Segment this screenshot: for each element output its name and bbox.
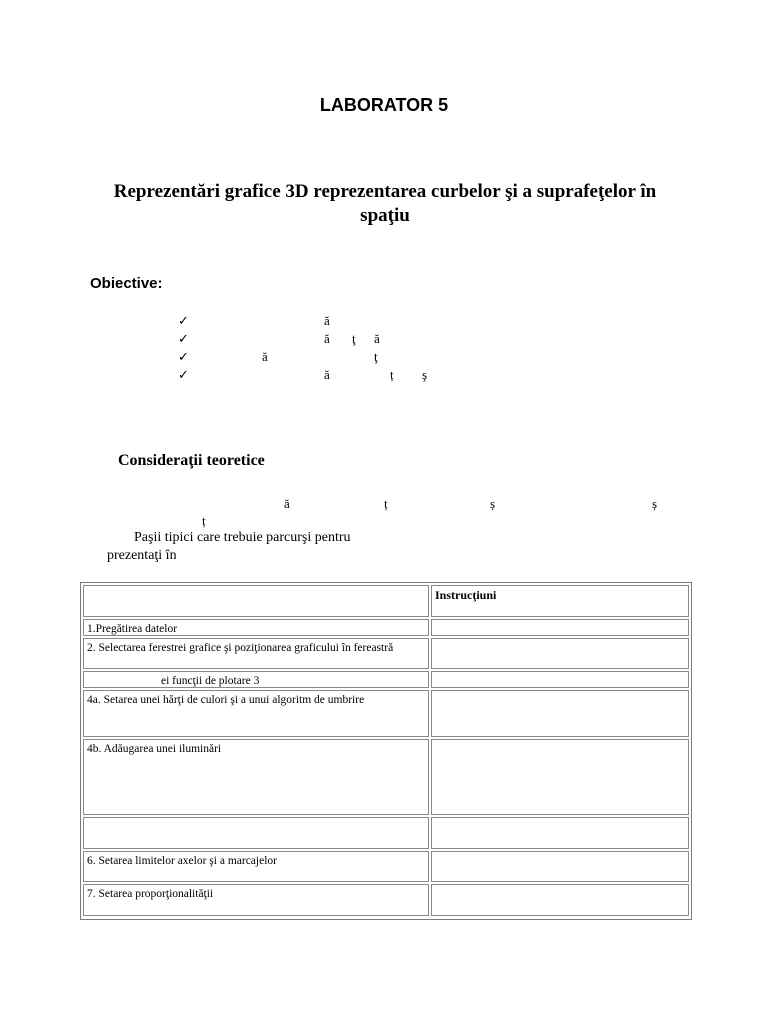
theory-fragment: ț: [202, 513, 206, 528]
table-row: [83, 817, 689, 849]
objective-fragment: ț: [390, 367, 394, 382]
table-cell: [431, 739, 689, 815]
theory-paragraph-line2: prezentaţi în: [107, 548, 177, 563]
objective-item: [178, 349, 478, 367]
objective-fragment: ş: [422, 367, 428, 382]
table-cell: 7. Setarea proporţionalităţii: [83, 884, 429, 916]
table-cell: 6. Setarea limitelor axelor şi a marcajelor: [83, 851, 429, 882]
theory-paragraph-line1: Paşii tipici care trebuie parcurşi pentru: [134, 530, 351, 545]
table-cell: [431, 690, 689, 737]
steps-table: [80, 582, 692, 920]
table-header-row: [83, 585, 689, 617]
objective-fragment: ă: [262, 349, 268, 364]
theory-fragment: ș: [652, 496, 658, 511]
objective-fragment: ţ: [374, 349, 378, 364]
table-row: [83, 638, 689, 669]
objective-item: [178, 313, 478, 331]
document-title-line2: spaţiu: [360, 205, 410, 226]
table-row: [83, 690, 689, 737]
theory-heading: Consideraţii teoretice: [118, 452, 265, 469]
table-cell: [431, 638, 689, 669]
check-icon: ✓: [178, 367, 189, 382]
table-cell: [431, 671, 689, 688]
table-cell: [83, 817, 429, 849]
table-cell: 4b. Adăugarea unei iluminări: [83, 739, 429, 815]
objectives-heading: Obiective:: [90, 275, 163, 292]
table-cell: 2. Selectarea ferestrei grafice şi poziţionarea graficului în fereastră: [83, 638, 429, 669]
document-title-line1: Reprezentări grafice 3D reprezentarea curbelor şi a suprafeţelor în: [113, 181, 657, 202]
table-header-cell: [431, 585, 689, 617]
header-instructions: Instrucţiuni: [435, 588, 497, 602]
objective-item: [178, 367, 478, 385]
theory-fragment: ț: [384, 496, 388, 511]
table-cell: ei funcţii de plotare 3: [83, 671, 429, 688]
theory-fragment: ș: [490, 496, 496, 511]
table-row: [83, 671, 689, 688]
objective-fragment: ţ: [352, 331, 356, 346]
table-row: [83, 619, 689, 636]
table-cell: [431, 817, 689, 849]
objective-fragment: ă: [324, 367, 330, 382]
theory-fragment: ă: [284, 496, 290, 511]
table-row: [83, 851, 689, 882]
table-cell: 4a. Setarea unei hărţi de culori şi a unui algoritm de umbrire: [83, 690, 429, 737]
lab-title: LABORATOR 5: [319, 95, 449, 115]
document-title: [80, 180, 690, 228]
table-cell: [431, 851, 689, 882]
table-cell: 1.Pregătirea datelor: [83, 619, 429, 636]
table-cell: [431, 884, 689, 916]
table-row: [83, 739, 689, 815]
objective-fragment: ă: [324, 331, 330, 346]
check-icon: ✓: [178, 313, 189, 328]
check-icon: ✓: [178, 331, 189, 346]
check-icon: ✓: [178, 349, 189, 364]
objective-item: [178, 331, 478, 349]
objective-fragment: ă: [374, 331, 380, 346]
table-cell: [431, 619, 689, 636]
objective-fragment: ă: [324, 313, 330, 328]
table-row: [83, 884, 689, 916]
table-cell: [83, 585, 429, 617]
